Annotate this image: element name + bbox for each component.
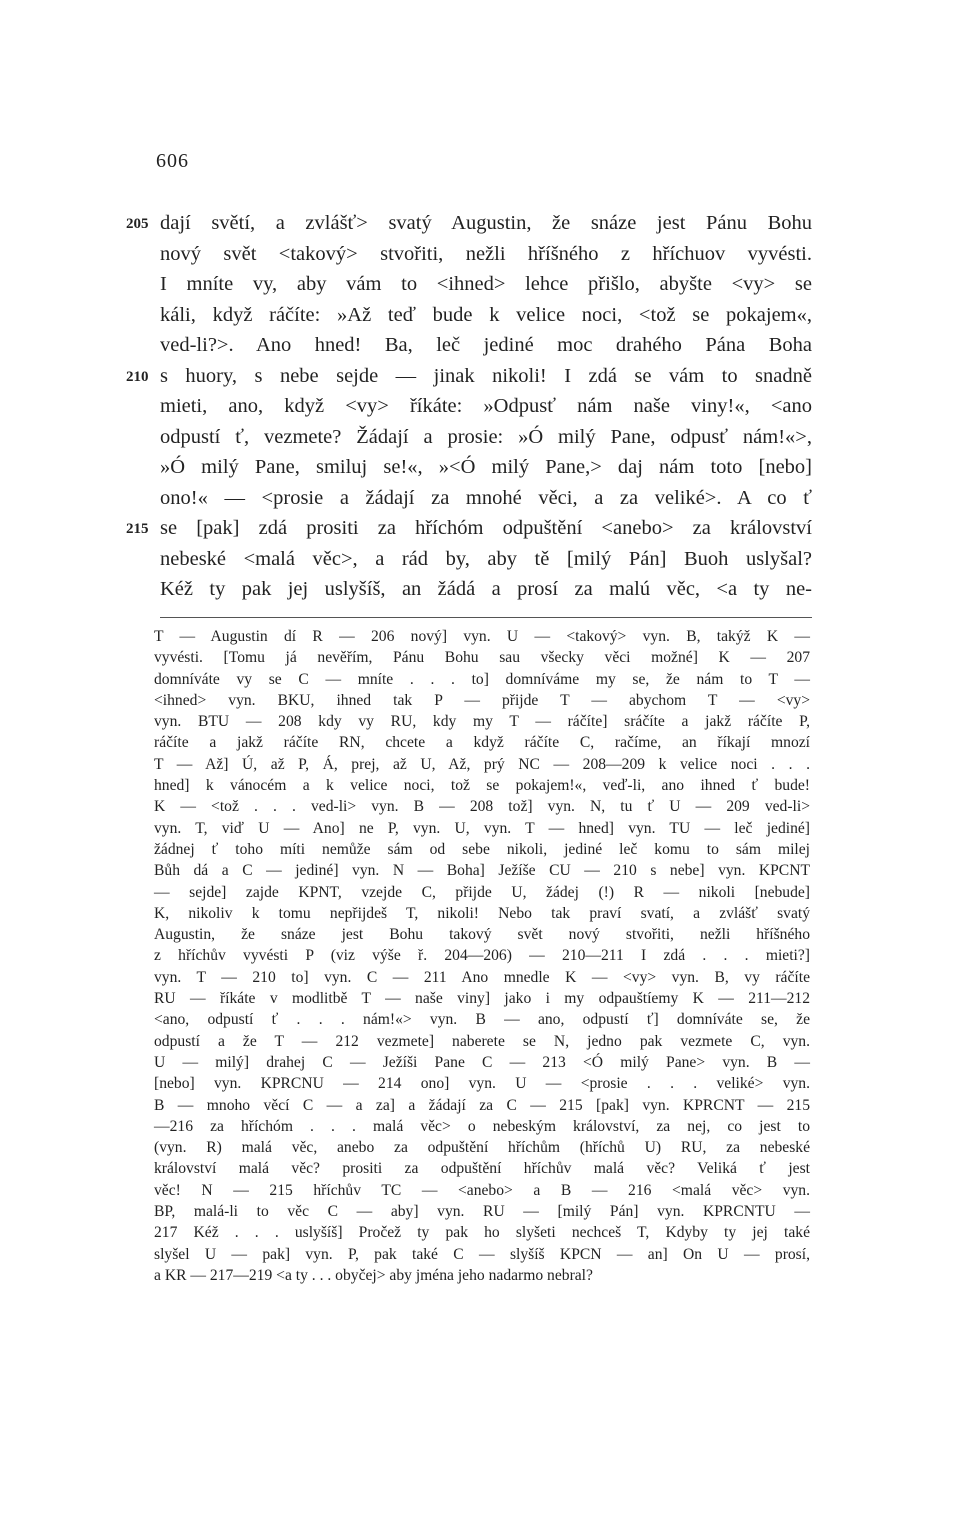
line-number: 210 bbox=[126, 368, 149, 385]
footnote-line: hned] k vánocém a k velice noci, tož se pokajem!«, veď-li, ano ihned ť bude! bbox=[154, 777, 810, 795]
footnote-line: U — milý] drahej C — Ježíši Pane C — 213 <Ó milý Pane> vyn. B — bbox=[154, 1053, 810, 1071]
text-line bbox=[126, 208, 812, 239]
text-line bbox=[160, 422, 812, 453]
footnote-line: K — <tož . . . ved-li> vyn. B — 208 tož] vyn. N, tu ť U — 209 ved-li> bbox=[154, 798, 810, 816]
footnote-line: (vyn. R) malá věc, anebo za odpuštění hříchům (hříchů U) RU, za nebeské bbox=[154, 1139, 810, 1157]
footnote-line: B — mnoho věcí C — a za] a žádají za C — 215 [pak] vyn. KPRCNT — 215 bbox=[154, 1096, 810, 1114]
footnote-line: Bůh dá a C — jediné] vyn. N — Boha] Ježíše CU — 210 s nebe] vyn. KPCNT bbox=[154, 862, 810, 880]
line-text: I mníte vy, aby vám to <ihned> lehce přišlo, abyšte <vy> se bbox=[160, 273, 812, 295]
line-text: dají světí, a zvlášť> svatý Augustin, že snáze jest Pánu Bohu bbox=[160, 212, 812, 234]
footnote-line: —216 za hříchóm . . . malá věc> o nebeským království, za nej, co jest to bbox=[154, 1117, 810, 1135]
footnote-line: T — Až] Ú, až P, Á, prej, až U, Až, prý NC — 208—209 k velice noci . . . bbox=[154, 755, 810, 773]
footnote-line: <ano, odpustí ť . . . nám!«> vyn. B — ano, odpustí ť] domníváte se, že bbox=[154, 1011, 810, 1029]
footnote-line: vyn. T — 210 to] vyn. C — 211 Ano mnedle K — <vy> vyn. B, vy ráčíte bbox=[154, 968, 810, 986]
line-text: se [pak] zdá prositi za hříchóm odpuštění <anebo> za království bbox=[160, 517, 812, 539]
main-text bbox=[126, 208, 812, 605]
text-line bbox=[160, 239, 812, 270]
footnote-line: domníváte vy se C — mníte . . . to] domníváme my se, že nám to T — bbox=[154, 670, 810, 688]
footnote-line: T — Augustin dí R — 206 nový] vyn. U — <takový> vyn. B, takýž K — bbox=[154, 628, 810, 645]
footnote-line: odpustí a že T — 212 vezmete] naberete se N, jedno pak vezmete C, vyn. bbox=[154, 1032, 810, 1050]
footnote-line: ráčíte a jakž ráčíte RN, chcete a když ráčíte C, račíme, an říkají mnozí bbox=[154, 734, 810, 752]
line-text: odpustí ť, vezmete? Žádají a prosie: »Ó milý Pane, odpusť nám!«>, bbox=[160, 425, 812, 448]
page-number: 606 bbox=[156, 150, 189, 172]
line-text: nebeské <malá věc>, a rád by, aby tě [milý Pán] Buoh uslyšal? bbox=[160, 547, 812, 570]
footnote-line: <ihned> vyn. BKU, ihned tak P — přijde T — abychom T — <vy> bbox=[154, 691, 810, 709]
footnote-rule bbox=[160, 617, 812, 618]
line-text: Kéž ty pak jej uslyšíš, an žádá a prosí za malú věc, <a ty ne- bbox=[160, 578, 812, 600]
footnote-line: vyvésti. [Tomu já nevěřím, Pánu Bohu sau všecky věci možné] K — 207 bbox=[154, 649, 810, 667]
line-text: nový svět <takový> stvořiti, nežli hříšného z hříchuov vyvésti. bbox=[160, 242, 812, 265]
line-text: s huory, s nebe sejde — jinak nikoli! I zdá se vám to snadně bbox=[160, 364, 812, 387]
text-line bbox=[160, 574, 812, 605]
text-line bbox=[160, 269, 812, 300]
text-line bbox=[160, 330, 812, 361]
footnote-line: BP, malá-li to věc C — aby] vyn. RU — [milý Pán] vyn. KPRCNTU — bbox=[154, 1203, 810, 1221]
line-text: ono!« — <prosie a žádají za mnohé věci, a za veliké>. A co ť bbox=[160, 486, 812, 509]
text-line bbox=[160, 483, 812, 514]
footnote-line: Augustin, že snáze jest Bohu takový svět nový stvořiti, nežli hříšného bbox=[154, 926, 810, 944]
text-line bbox=[126, 513, 812, 544]
footnote-line: vyn. T, viď U — Ano] ne P, vyn. U, vyn. T — hned] vyn. TU — leč jediné] bbox=[154, 819, 810, 837]
footnote-line: — sejde] zajde KPNT, vzejde C, přijde U, žádej (!) R — nikoli [nebude] bbox=[154, 883, 810, 901]
footnote-line: 217 Kéž . . . uslyšíš] Pročež ty pak ho slyšeti nechceš T, Kdyby ty jej také bbox=[154, 1224, 810, 1242]
footnote-line: RU — říkáte v modlitbě T — naše viny] jako i my odpauštíemy K — 211—212 bbox=[154, 990, 810, 1008]
footnote-line: K, nikoliv k tomu nepřijdeš T, nikoli! Nebo tak praví svatí, a zvlášť svatý bbox=[154, 904, 810, 922]
text-line bbox=[126, 361, 812, 392]
footnotes bbox=[154, 626, 810, 1286]
line-text: káli, když ráčíte: »Až teď bude k velice noci, <tož se pokajem«, bbox=[160, 303, 812, 326]
line-number: 205 bbox=[126, 216, 149, 232]
text-line bbox=[160, 452, 812, 483]
line-text: »Ó milý Pane, smiluj se!«, »<Ó milý Pane,> daj nám toto [nebo] bbox=[160, 456, 812, 478]
line-text: ved-li?>. Ano hned! Ba, leč jediné moc drahého Pána Boha bbox=[160, 334, 812, 356]
text-line bbox=[160, 391, 812, 422]
line-text: mieti, ano, když <vy> říkáte: »Odpusť nám naše viny!«, <ano bbox=[160, 395, 812, 417]
footnote-line: království malá věc? prositi za odpuštění hříchův malá věc? Veliká ť jest bbox=[154, 1160, 810, 1178]
footnote-line: žádnej ť toho míti nemůže sám od sebe nikoli, jediné leč komu to sám milej bbox=[154, 840, 810, 858]
footnote-line: a KR — 217—219 <a ty . . . obyčej> aby jména jeho nadarmo nebral? bbox=[154, 1266, 593, 1284]
line-number: 215 bbox=[126, 521, 149, 537]
text-line bbox=[160, 300, 812, 331]
footnote-line: věc! N — 215 hříchův TC — <anebo> a B — 216 <malá věc> vyn. bbox=[154, 1181, 810, 1199]
text-line bbox=[160, 544, 812, 575]
footnote-line: vyn. BTU — 208 kdy vy RU, kdy my T — ráčíte] sráčíte a jakž ráčíte P, bbox=[154, 713, 810, 731]
footnote-line: [nebo] vyn. KPRCNU — 214 ono] vyn. U — <prosie . . . veliké> vyn. bbox=[154, 1075, 810, 1093]
footnote-line: slyšel U — pak] vyn. P, pak také C — slyšíš KPCN — an] On U — prosí, bbox=[154, 1245, 810, 1263]
footnote-line: z hříchův vyvésti P (viz výše ř. 204—206) — 210—211 I zdá . . . mieti?] bbox=[154, 947, 810, 965]
